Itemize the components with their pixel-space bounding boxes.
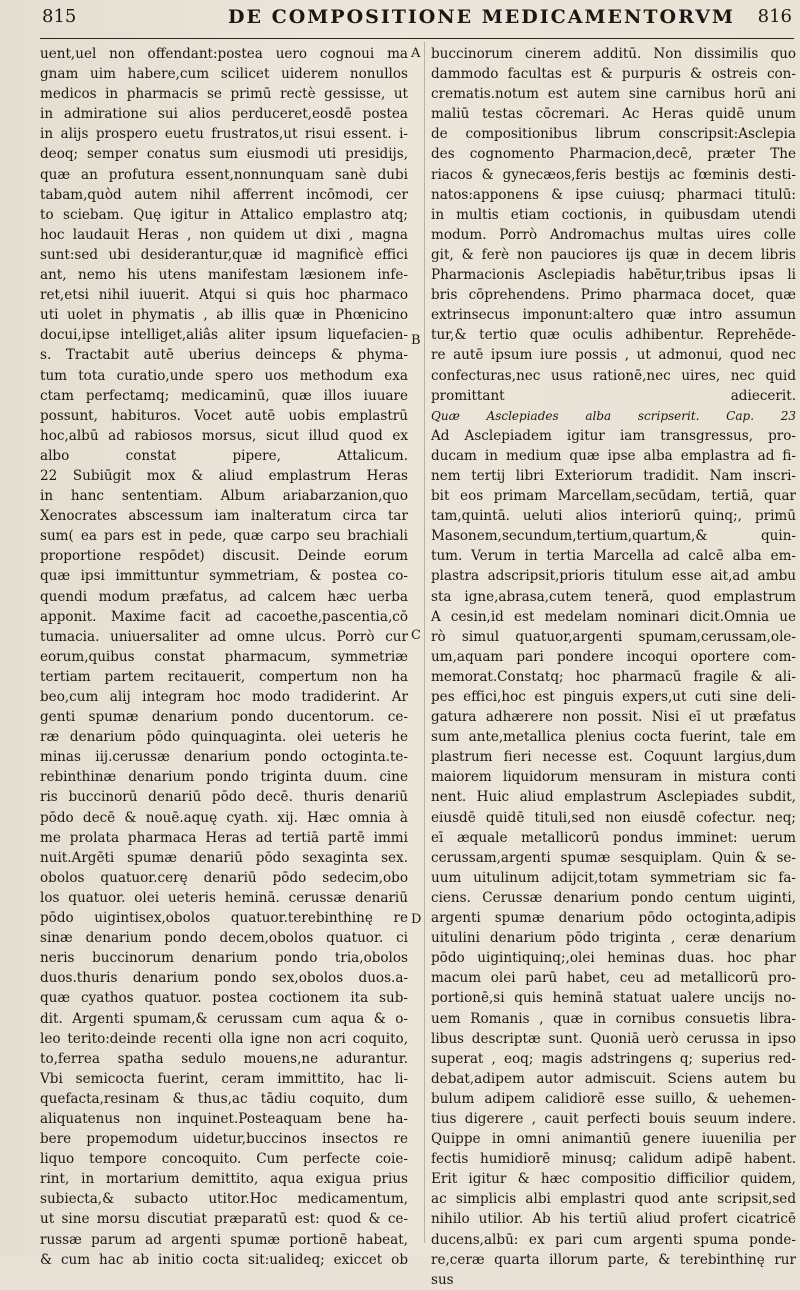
right-text-line: de compositionibus librum conscripsit:Asclepia xyxy=(431,126,796,143)
right-text-line: natos:apponens & ipse cuiusq; pharmaci titulū: xyxy=(431,186,796,203)
left-text-line: rint, in mortarium demittito, aqua exigua prius xyxy=(40,1171,408,1188)
left-text-line: hoc,albū ad rabiosos morsus, sicut illud quod ex xyxy=(40,427,408,444)
right-text-line: ducam in medium quæ ipse alba emplastra ad fi- xyxy=(431,447,796,464)
right-text-line: rò simul quatuor,argenti spumam,cerussam,ole- xyxy=(431,628,796,645)
left-text-line: possunt, habituros. Vocet autē uobis emplastrū xyxy=(40,407,408,424)
right-text-line: bulum adipem calidiorē esse suillo, & uehemen- xyxy=(431,1090,796,1107)
right-text-line: plastrum fieri necesse est. Coquunt largius,dum xyxy=(431,749,796,766)
right-text-line: Erit igitur & hæc compositio difficilior quidem, xyxy=(431,1171,796,1188)
right-text-line: dammodo facultas est & purpuris & ostreis con- xyxy=(431,66,796,83)
right-text-line: maiorem liquidorum mensuram in mistura conti xyxy=(431,769,796,786)
left-text-line: & cum hac ab initio cocta sit:ualideq; exiccet ob xyxy=(40,1251,408,1268)
left-text-line: nuit.Argēti spumæ denariū pōdo sexaginta sex. xyxy=(40,849,408,866)
right-text-line: uum uitulinum adijcit,totam symmetriam sic fa- xyxy=(431,869,796,886)
right-text-line: eī æquale metallicorū pondus imminet: uerum xyxy=(431,829,796,846)
left-text-line: s. Tractabit autē uberius deinceps & phyma- xyxy=(40,347,408,364)
left-text-line: uent,uel non offendant:postea uero cognoui ma xyxy=(40,46,408,62)
left-text-line: subiecta,& subacto utitor.Hoc medicamentum, xyxy=(40,1191,408,1208)
left-text-line: docui,ipse intelliget,aliâs aliter ipsum liquefacien- xyxy=(40,327,408,344)
left-text-line: apponit. Maxime facit ad cacoethe,pascentia,cō xyxy=(40,608,408,625)
right-text-line: uem Romanis , quæ in cornibus consuetis libra- xyxy=(431,1010,796,1027)
left-text-line: sunt:sed ubi desiderantur,quæ id magnificè effici xyxy=(40,246,408,263)
left-text-line: tertiam partem recitauerit, compertum non ha xyxy=(40,668,408,685)
left-text-line: beo,cum alij integram hoc modo tradiderint. Ar xyxy=(40,689,408,705)
right-text-line: des cognomento Pharmacion,decē, præter The xyxy=(431,146,796,163)
right-text-line: promittant adiecerit. xyxy=(431,387,796,404)
right-text-line: cerussam,argenti spumæ sesquiplam. Quin & se- xyxy=(431,849,796,866)
left-text-line: aliquatenus non inquinet.Posteaquam bene ha- xyxy=(40,1110,408,1127)
right-text-line: pes effici,hoc est pinguis expers,ut cuti sine deli- xyxy=(431,689,796,705)
left-text-line: minas iij.cerussæ denarium pondo octoginta.te- xyxy=(40,749,408,766)
right-text-line: nent. Huic aliud emplastrum Asclepiades subdit, xyxy=(431,789,796,806)
right-text-line: libus descriptæ sunt. Quoniā uerò cerussa in ipso xyxy=(431,1030,796,1047)
left-text-line: russæ parum ad argenti spumæ portionē habeat, xyxy=(40,1231,408,1248)
right-text-line: tum. Verum in tertia Marcella ad calcē alba em- xyxy=(431,548,796,565)
left-text-line: in alijs prospero euetu frustratos,ut risui essent. i- xyxy=(40,126,408,143)
left-text-line: tum tota curatio,unde spero uos methodum exa xyxy=(40,367,408,384)
left-text-line: quæ cyathos quatuor. postea coctionem ita sub- xyxy=(40,990,408,1007)
running-title: DE COMPOSITIONE MEDICAMENTORVM xyxy=(228,6,735,28)
left-text-line: quæ an profutura essent,nonnunquam sanè dubi xyxy=(40,166,408,183)
left-text-line: me prolata pharmaca Heras ad tertiā partē immi xyxy=(40,829,408,846)
left-text-line: ut sine morsu discutiat præparatū est: quod & ce- xyxy=(40,1211,408,1228)
right-text-line: bris cōprehendens. Primo pharmaca docet, quæ xyxy=(431,287,796,304)
right-text-line: modum. Porrò Andromachus multas uires colle xyxy=(431,226,796,243)
left-text-line: ctam perfectamq; medicaminū, quæ illos iuuare xyxy=(40,387,408,404)
left-text-line: proportione respōdet) discusit. Deinde eorum xyxy=(40,548,408,565)
left-text-line: in admiratione sui alios perduceret,eosdē postea xyxy=(40,106,408,123)
left-text-line: Vbi semicocta fuerint, ceram immittito, hac li- xyxy=(40,1070,408,1087)
right-text-line: git, & ferè non pauciores ijs quæ in decem libris xyxy=(431,246,796,263)
left-text-line: liquo tempore concoquito. Cum perfecte coie- xyxy=(40,1151,408,1168)
left-text-column xyxy=(40,44,408,1270)
left-text-line: bere propemodum uidetur,buccinos insectos re xyxy=(40,1131,408,1148)
right-text-line: in multis etiam coctionis, in quibusdam utendi xyxy=(431,206,796,223)
right-text-line: plastra adscripsit,prioris titulum esse ait,ad ambu xyxy=(431,568,796,585)
right-text-line: debat,adipem autor admiscuit. Sciens autem bu xyxy=(431,1070,796,1087)
right-page-number: 816 xyxy=(757,6,792,27)
right-text-line: eiusdē quidē tituli,sed non eiusdē cofectur. neq; xyxy=(431,809,796,826)
right-text-line: tam,quintā. ueluti alios interiorū quinq;, primū xyxy=(431,508,796,525)
right-text-line: Ad Asclepiadem igitur iam transgressus, pro- xyxy=(431,427,796,444)
left-page-number: 815 xyxy=(42,6,77,27)
left-text-line: leo terito:deinde recenti olla igne non acri coquito, xyxy=(40,1030,408,1047)
right-text-line: ac simplicis albi emplastri quod ante scripsit,sed xyxy=(431,1191,796,1208)
left-text-line: to,ferrea spatha sedulo mouens,ne adurantur. xyxy=(40,1050,408,1067)
right-text-line: crematis.notum est autem sine carnibus horū ani xyxy=(431,86,796,103)
right-text-line: extrinsecus imponunt:altero quæ intro assumun xyxy=(431,307,796,324)
margin-letter-a: A xyxy=(411,46,421,61)
left-text-line: ris buccinorū denariū pōdo decē. thuris denariū xyxy=(40,789,408,806)
right-text-line: buccinorum cinerem additū. Non dissimilis quo xyxy=(431,46,796,62)
left-text-line: quendi modum præfatus, ad calcem hæc uerba xyxy=(40,588,408,605)
left-text-line: uti uolet in phymatis , ab illis quæ in Phœnicino xyxy=(40,307,408,324)
right-text-line: Quippe in omni animantiū genere iuuenilia per xyxy=(431,1131,796,1148)
left-text-line: rebinthinæ denarium pondo triginta duum. cine xyxy=(40,769,408,786)
left-text-line: ræ denarium pōdo quinquaginta. olei ueteris he xyxy=(40,729,408,746)
left-text-line: deoq; semper conatus sum eiusmodi uti presidijs, xyxy=(40,146,408,163)
right-text-line: bit eos primam Marcellam,secūdam, tertiā, quar xyxy=(431,488,796,505)
left-text-line: sum( ea pars est in pede, quæ carpo seu brachiali xyxy=(40,528,408,545)
left-text-line: medicos in pharmacis se primū rectè gessisse, ut xyxy=(40,86,408,103)
right-text-line: confecturas,nec usus rationē,nec uires, nec quid xyxy=(431,367,796,384)
right-text-line: argenti spumæ denarium pōdo octoginta,adipis xyxy=(431,910,796,927)
right-text-line: macum olei parū habet, ceu ad metallicorū pro- xyxy=(431,970,796,987)
right-text-line: sta igne,abrasa,cutem tenerā, quod emplastrum xyxy=(431,588,796,605)
left-text-line: ret,etsi nihil iuuerit. Atqui si quis hoc pharmaco xyxy=(40,287,408,304)
right-text-line: Pharmacionis Asclepiadis habētur,tribus ipsas li xyxy=(431,267,796,284)
left-text-line: eorum,quibus constat pharmacum, symmetriæ xyxy=(40,648,408,665)
column-gutter xyxy=(424,42,425,1243)
right-text-line: fectis humidiorē minusq; calidum adipē habent. xyxy=(431,1151,796,1168)
right-text-line: re autē ipsum iure possis , ut admonui, quod nec xyxy=(431,347,796,364)
right-text-line: sus xyxy=(431,1271,454,1288)
right-text-line: uitulini denarium pōdo triginta , ceræ denarium xyxy=(431,930,796,947)
right-text-line: nihilo utilior. Ab his tertiū aliud profert cicatricē xyxy=(431,1211,796,1228)
right-text-line: portionē,si quis heminā statuat ualere uncijs no- xyxy=(431,990,796,1007)
left-text-line: gnam uim habere,cum scilicet uiderem nonullos xyxy=(40,66,408,83)
left-text-line: quefacta,resinam & thus,ac tādiu coquito, dum xyxy=(40,1090,408,1107)
margin-letter-b: B xyxy=(411,333,421,348)
right-text-line: memorat.Constatq; hoc pharmacū fragile & ali- xyxy=(431,668,796,685)
left-text-line: to sciebam. Quę igitur in Attalico emplastro atq; xyxy=(40,206,408,223)
left-text-line: neris buccinorum denarium pondo tria,obolos xyxy=(40,950,408,967)
left-text-line: Xenocrates abscessum iam inalteratum circa tar xyxy=(40,508,408,525)
right-text-line: superat , eoq; magis adstringens q; superius red- xyxy=(431,1050,796,1067)
chapter-heading: Quæ Asclepiades alba scripserit. Cap. 23 xyxy=(431,408,796,423)
left-text-line: duos.thuris denarium pondo sex,obolos duos.a- xyxy=(40,970,408,987)
margin-letter-d: D xyxy=(411,912,422,927)
right-text-line: um,aquam pari pondere incoqui oportere com- xyxy=(431,648,796,665)
left-text-line: obolos quatuor.cerę denariū pōdo sedecim,obo xyxy=(40,869,408,886)
right-text-line: sum ante,metallica plenius cocta fuerint, tale em xyxy=(431,729,796,746)
left-text-line: genti spumæ denarium pondo ducentorum. ce- xyxy=(40,709,408,726)
left-text-line: pōdo uigintisex,obolos quatuor.terebinthinę re xyxy=(40,910,408,927)
right-text-line: gatura adhærere non possit. Nisi eī ut præfatus xyxy=(431,709,796,726)
right-text-line: tius digerere , cauit perfecti bouis seuum indere. xyxy=(431,1110,796,1127)
left-text-line: quæ ipsi immittuntur symmetriam, & postea co- xyxy=(40,568,408,585)
left-text-line: hoc laudauit Heras , non quidem ut dixi , magna xyxy=(40,226,408,243)
right-text-line: nem tertij libri Exteriorum tradidit. Nam inscri- xyxy=(431,467,796,484)
left-text-line: albo constat pipere, Attalicum. xyxy=(40,447,408,464)
left-text-line: in hanc sententiam. Album ariabarzanion,quo xyxy=(40,488,408,505)
right-text-line: maliū testas cōcremari. Ac Heras quidē unum xyxy=(431,106,796,123)
left-text-line: ant, nemo his utens manifestam læsionem infe- xyxy=(40,267,408,284)
header-rule xyxy=(40,38,794,39)
left-text-line: pōdo decē & nouē.aquę cyath. xij. Hæc omnia à xyxy=(40,809,408,826)
right-text-line: ducens,albū: ex pari cum argenti spuma ponde- xyxy=(431,1231,796,1248)
right-text-column xyxy=(431,44,796,1290)
left-text-line: tabam,quòd autem nihil afferrent incōmodi, cer xyxy=(40,186,408,203)
left-text-line: los quatuor. olei ueteris heminā. cerussæ denariū xyxy=(40,889,408,906)
left-text-line: tumacia. uniuersaliter ad omne ulcus. Porrò cur xyxy=(40,628,408,645)
right-text-line: pōdo uigintiquinq;,olei heminas duas. hoc phar xyxy=(431,950,796,967)
right-text-line: riacos & gynecæos,feris bestijs ac fœminis desti- xyxy=(431,166,796,183)
left-text-line: sinæ denarium pondo decem,obolos quatuor. ci xyxy=(40,930,408,947)
right-text-line: ciens. Cerussæ denarium pondo centum uiginti, xyxy=(431,889,796,906)
right-text-line: Masonem,secundum,tertium,quartum,& quin- xyxy=(431,528,796,545)
right-text-line: A cesin,id est medelam nominari dicit.Omnia ue xyxy=(431,608,796,625)
right-text-line: re,ceræ quarta illorum parte, & terebinthinę rur xyxy=(431,1251,796,1268)
left-text-line: dit. Argenti spumam,& cerussam cum aqua & o- xyxy=(40,1010,408,1027)
page-header xyxy=(0,0,800,40)
margin-letter-c: C xyxy=(411,628,421,643)
right-text-line: tur,& tertio quæ oculis adhibentur. Reprehēde- xyxy=(431,327,796,344)
left-text-line: 22 Subiūgit mox & aliud emplastrum Heras xyxy=(40,467,408,484)
